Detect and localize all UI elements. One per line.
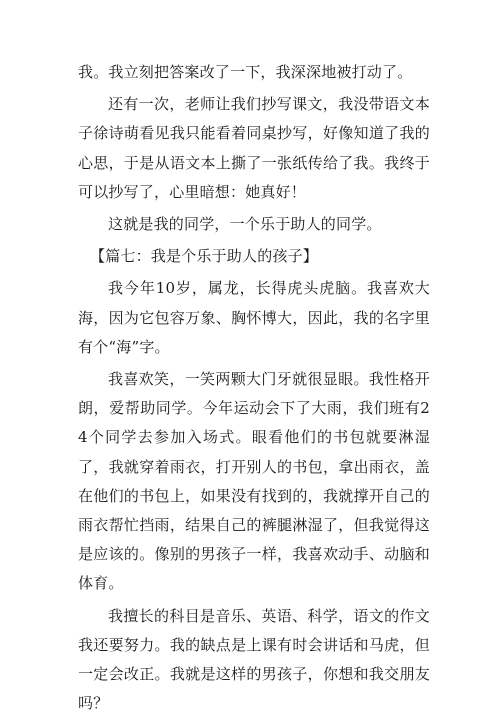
document-body: [78, 58, 430, 718]
paragraph-helping-classmates: 我喜欢笑，一笑两颗大门牙就很显眼。我性格开朗，爱帮助同学。今年运动会下了大雨，我们班有24个同学去参加入场式。眼看他们的书包就要淋湿了，我就穿着雨衣，打开别人的书包，拿出雨衣，盖在他们的书包上，如果没有找到的，我就撑开自己的雨衣帮忙挡雨，结果自己的裤腿淋湿了，但我觉得这是应该的。像别的男孩子一样，我喜欢动手、动脑和体育。: [78, 370, 430, 593]
section-heading: 【篇七：我是个乐于助人的孩子】: [90, 247, 319, 266]
paragraph-classmate-summary: 这就是我的同学，一个乐于助人的同学。: [108, 215, 382, 234]
paragraph-continuation: 我。我立刻把答案改了一下，我深深地被打动了。: [78, 63, 413, 81]
paragraph-subjects-and-closing: 我擅长的科目是音乐、英语、科学，语文的作文我还要努力。我的缺点是上课有时会讲话和马虎，但一定会改正。我就是这样的男孩子，你想和我交朋友吗？: [78, 606, 430, 713]
paragraph-copying-story: 还有一次，老师让我们抄写课文，我没带语文本子徐诗萌看见我只能看着同桌抄写，好像知道了我的心思，于是从语文本上撕了一张纸传给了我。我终于可以抄写了，心里暗想：她真好！: [78, 95, 430, 201]
paragraph-self-introduction: 我今年10岁，属龙，长得虎头虎脑。我喜欢大海，因为它包容万象、胸怀博大，因此，我的名字里有个“海”字。: [78, 279, 430, 356]
